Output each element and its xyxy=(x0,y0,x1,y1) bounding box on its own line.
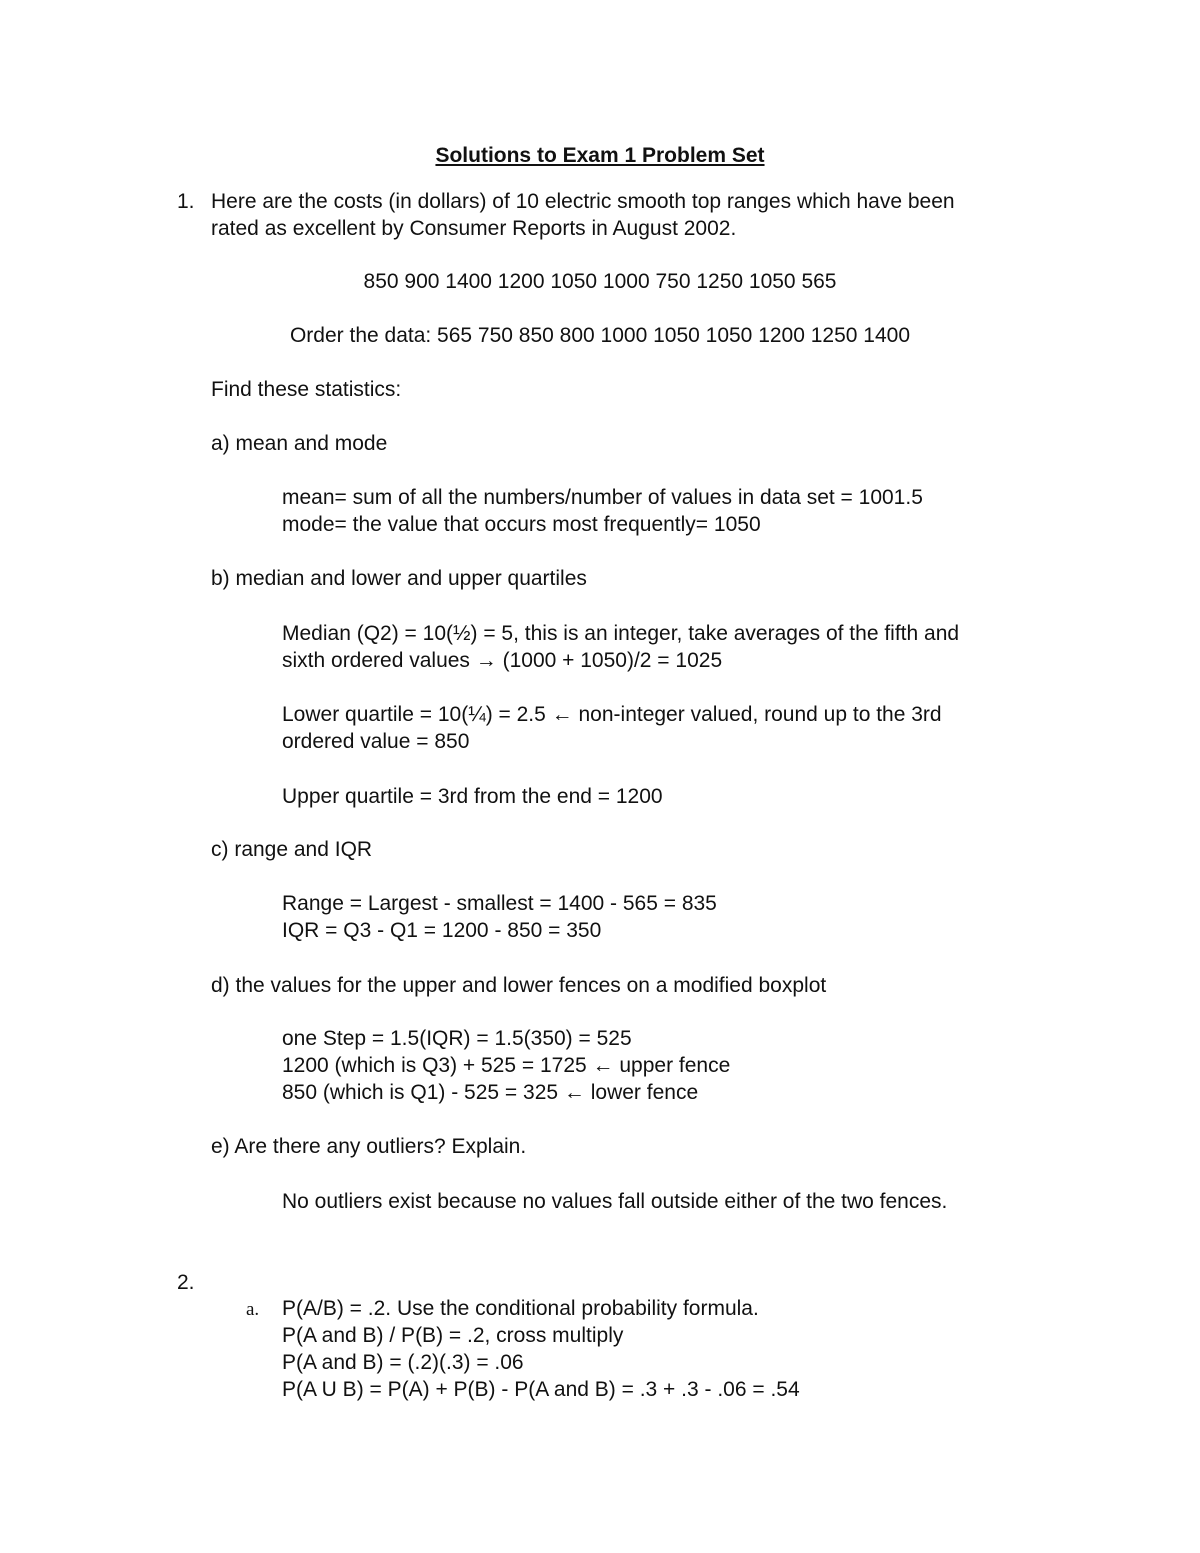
q1b-median-line-2: sixth ordered values → (1000 + 1050)/2 = 1025 xyxy=(282,649,723,672)
q1b-lower-quartile-line-2: ordered value = 850 xyxy=(282,730,470,753)
q2a-line-2: P(A and B) / P(B) = .2, cross multiply xyxy=(282,1324,624,1347)
q2a-line-4: P(A U B) = P(A) + P(B) - P(A and B) = .3 + .3 - .06 = .54 xyxy=(282,1378,800,1401)
q1a-label: a) mean and mode xyxy=(211,432,388,455)
q1-number: 1. xyxy=(177,190,195,213)
page-title: Solutions to Exam 1 Problem Set xyxy=(435,144,765,167)
q1b-median-line-1: Median (Q2) = 10(½) = 5, this is an integer, take averages of the fifth and xyxy=(282,622,960,645)
q1e-answer: No outliers exist because no values fall outside either of the two fences. xyxy=(282,1190,948,1213)
q1-prompt-line-1: Here are the costs (in dollars) of 10 electric smooth top ranges which have been xyxy=(211,190,955,213)
q2a-line-3: P(A and B) = (.2)(.3) = .06 xyxy=(282,1351,524,1374)
q1e-label: e) Are there any outliers? Explain. xyxy=(211,1135,527,1158)
q1d-lower-fence: 850 (which is Q1) - 525 = 325 ← lower fence xyxy=(282,1081,699,1104)
q2a-line-1: P(A/B) = .2. Use the conditional probability formula. xyxy=(282,1297,759,1320)
q1c-iqr: IQR = Q3 - Q1 = 1200 - 850 = 350 xyxy=(282,919,602,942)
q1c-label: c) range and IQR xyxy=(211,838,373,861)
q1b-lower-quartile-line-1: Lower quartile = 10(¼) = 2.5 ← non-integer valued, round up to the 3rd xyxy=(282,703,942,726)
q1-data-values: 850 900 1400 1200 1050 1000 750 1250 1050 565 xyxy=(363,270,837,293)
q2-number: 2. xyxy=(177,1271,195,1294)
q1d-upper-fence: 1200 (which is Q3) + 525 = 1725 ← upper fence xyxy=(282,1054,731,1077)
q1d-label: d) the values for the upper and lower fences on a modified boxplot xyxy=(211,974,827,997)
q1b-label: b) median and lower and upper quartiles xyxy=(211,567,587,590)
q1-find-statistics: Find these statistics: xyxy=(211,378,402,401)
q1a-mean: mean= sum of all the numbers/number of values in data set = 1001.5 xyxy=(282,486,923,509)
q1-prompt-line-2: rated as excellent by Consumer Reports in August 2002. xyxy=(211,217,737,240)
q2a-marker: a. xyxy=(246,1299,260,1320)
q1b-upper-quartile: Upper quartile = 3rd from the end = 1200 xyxy=(282,785,663,808)
q1-ordered-data: Order the data: 565 750 850 800 1000 1050 1050 1200 1250 1400 xyxy=(289,324,911,347)
q1a-mode: mode= the value that occurs most frequently= 1050 xyxy=(282,513,761,536)
q1d-one-step: one Step = 1.5(IQR) = 1.5(350) = 525 xyxy=(282,1027,632,1050)
q1c-range: Range = Largest - smallest = 1400 - 565 = 835 xyxy=(282,892,717,915)
